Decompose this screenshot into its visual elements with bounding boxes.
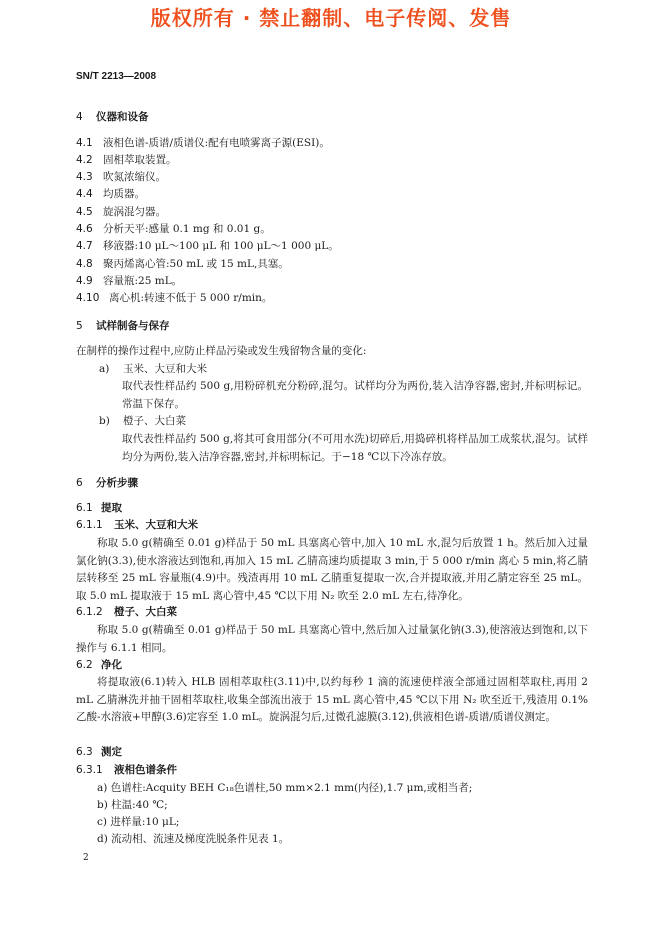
- section-title: 仪器和设备: [96, 111, 149, 123]
- item-text: 离心机:转速不低于 5 000 r/min。: [109, 292, 273, 304]
- section-6-heading: [76, 475, 138, 493]
- list-item: d) 流动相、流速及梯度洗脱条件见表 1。: [97, 833, 290, 845]
- item-number: 4.4: [76, 188, 93, 200]
- section-title: 提取: [101, 502, 122, 514]
- item-text: 移液器:10 μL～100 μL 和 100 μL～1 000 μL。: [103, 240, 339, 252]
- item-text: 聚丙烯离心管:50 mL 或 15 mL,具塞。: [103, 258, 289, 270]
- item-text: 容量瓶:25 mL。: [103, 275, 183, 287]
- list-item: [76, 273, 182, 291]
- section-number: 6: [76, 477, 83, 489]
- list-item: [76, 135, 330, 153]
- section-6-1-2-heading: [76, 604, 177, 622]
- item-number: 4.2: [76, 154, 93, 166]
- item-number: 4.9: [76, 275, 93, 287]
- list-item: [76, 256, 289, 274]
- item-number: 4.6: [76, 223, 93, 235]
- section-title: 液相色谱条件: [114, 764, 177, 776]
- list-item: b) 柱温:40 ℃;: [97, 799, 168, 811]
- section-6-1-1-body: 称取 5.0 g(精确至 0.01 g)样品于 50 mL 具塞离心管中,加入 10 mL 水,混匀后放置 1 h。然后加入过量氯化钠(3.3),使水溶液达到饱和,再加入 15 mL 乙腈高速均质提取 3 min,于 5 000 r/min 离心 5 min,将乙腈层转移至 25 mL 容量瓶(4.9)中。残渣再用 10 mL 乙腈重复提取一次,合并提取液,并用乙腈定容至 25 mL。取 5.0 mL 提取液于 15 mL 离心管中,45 ℃以下用 N₂ 吹至 2.0 mL 左右,待净化。: [76, 537, 588, 602]
- item-text: 均质器。: [103, 188, 145, 200]
- section-number: 6.1.2: [76, 606, 103, 618]
- section-number: 5: [76, 320, 83, 332]
- subitem-a-heading: [99, 361, 207, 379]
- subitem-b-heading: [99, 413, 186, 431]
- section-6-1-1-heading: [76, 517, 198, 535]
- section-title: 净化: [101, 659, 122, 671]
- section-title: 测定: [101, 746, 122, 758]
- standard-number: SN/T 2213—2008: [76, 71, 157, 82]
- subitem-b-body: 取代表性样品约 500 g,将其可食用部分(不可用水洗)切碎后,用捣碎机将样品加工成浆状,混匀。试样均分为两份,装入洁净容器,密封,并标明标记。于−18 ℃以下冷冻存放。: [122, 433, 588, 463]
- section-5-intro: 在制样的操作过程中,应防止样品污染或发生残留物含量的变化:: [76, 345, 367, 357]
- list-item: [76, 238, 339, 256]
- item-number: 4.1: [76, 137, 93, 149]
- section-6-2-body: 将提取液(6.1)转入 HLB 固相萃取柱(3.11)中,以约每秒 1 滴的流速使样液全部通过固相萃取柱,再用 2 mL 乙腈淋洗并抽干固相萃取柱,收集全部流出液于 15 mL 离心管中,45 ℃以下用 N₂ 吹至近干,残渣用 0.1%乙酸-水溶液+甲醇(3.6)定容至 1.0 mL。旋涡混匀后,过微孔滤膜(3.12),供液相色谱-质谱/质谱仪测定。: [76, 676, 588, 723]
- list-item: [76, 169, 166, 187]
- item-text: 固相萃取装置。: [103, 154, 177, 166]
- section-6-1-2-body: 称取 5.0 g(精确至 0.01 g)样品于 50 mL 具塞离心管中,然后加入过量氯化钠(3.3),使溶液达到饱和,以下操作与 6.1.1 相同。: [76, 624, 588, 654]
- item-number: 4.5: [76, 206, 93, 218]
- item-number: 4.7: [76, 240, 93, 252]
- section-6-2-heading: [76, 657, 122, 675]
- list-item: [76, 204, 166, 222]
- section-title: 分析步骤: [96, 477, 138, 489]
- section-title: 玉米、大豆和大米: [114, 519, 198, 531]
- page-number: 2: [83, 853, 89, 863]
- section-5-heading: [76, 318, 170, 336]
- section-6-3-heading: [76, 744, 122, 762]
- section-number: 6.3.1: [76, 764, 103, 776]
- section-number: 6.3: [76, 746, 93, 758]
- list-item: [76, 290, 272, 308]
- item-label: b): [99, 415, 110, 427]
- list-item: [76, 221, 271, 239]
- item-number: 4.10: [76, 292, 100, 304]
- item-title: 橙子、大白菜: [123, 415, 186, 427]
- list-item: a) 色谱柱:Acquity BEH C₁₈色谱柱,50 mm×2.1 mm(内径),1.7 μm,或相当者;: [97, 782, 473, 794]
- section-6-3-1-heading: [76, 762, 177, 780]
- item-text: 旋涡混匀器。: [103, 206, 166, 218]
- item-text: 分析天平:感量 0.1 mg 和 0.01 g。: [103, 223, 271, 235]
- section-number: 4: [76, 111, 83, 123]
- section-number: 6.2: [76, 659, 93, 671]
- list-item: [76, 152, 177, 170]
- item-number: 4.8: [76, 258, 93, 270]
- item-title: 玉米、大豆和大米: [123, 363, 207, 375]
- copyright-banner: 版权所有 · 禁止翻制、电子传阅、发售: [150, 6, 512, 30]
- section-title: 试样制备与保存: [96, 320, 170, 332]
- section-title: 橙子、大白菜: [114, 606, 177, 618]
- item-text: 吹氮浓缩仪。: [103, 171, 166, 183]
- item-text: 液相色谱-质谱/质谱仪:配有电喷雾离子源(ESI)。: [103, 137, 330, 149]
- item-label: a): [99, 363, 110, 375]
- section-number: 6.1.1: [76, 519, 103, 531]
- section-4-heading: [76, 109, 149, 127]
- section-6-1-heading: [76, 500, 122, 518]
- item-number: 4.3: [76, 171, 93, 183]
- subitem-a-body: 取代表性样品约 500 g,用粉碎机充分粉碎,混匀。试样均分为两份,装入洁净容器,密封,并标明标记。常温下保存。: [122, 380, 588, 410]
- section-number: 6.1: [76, 502, 93, 514]
- list-item: c) 进样量:10 μL;: [97, 816, 180, 828]
- list-item: [76, 186, 145, 204]
